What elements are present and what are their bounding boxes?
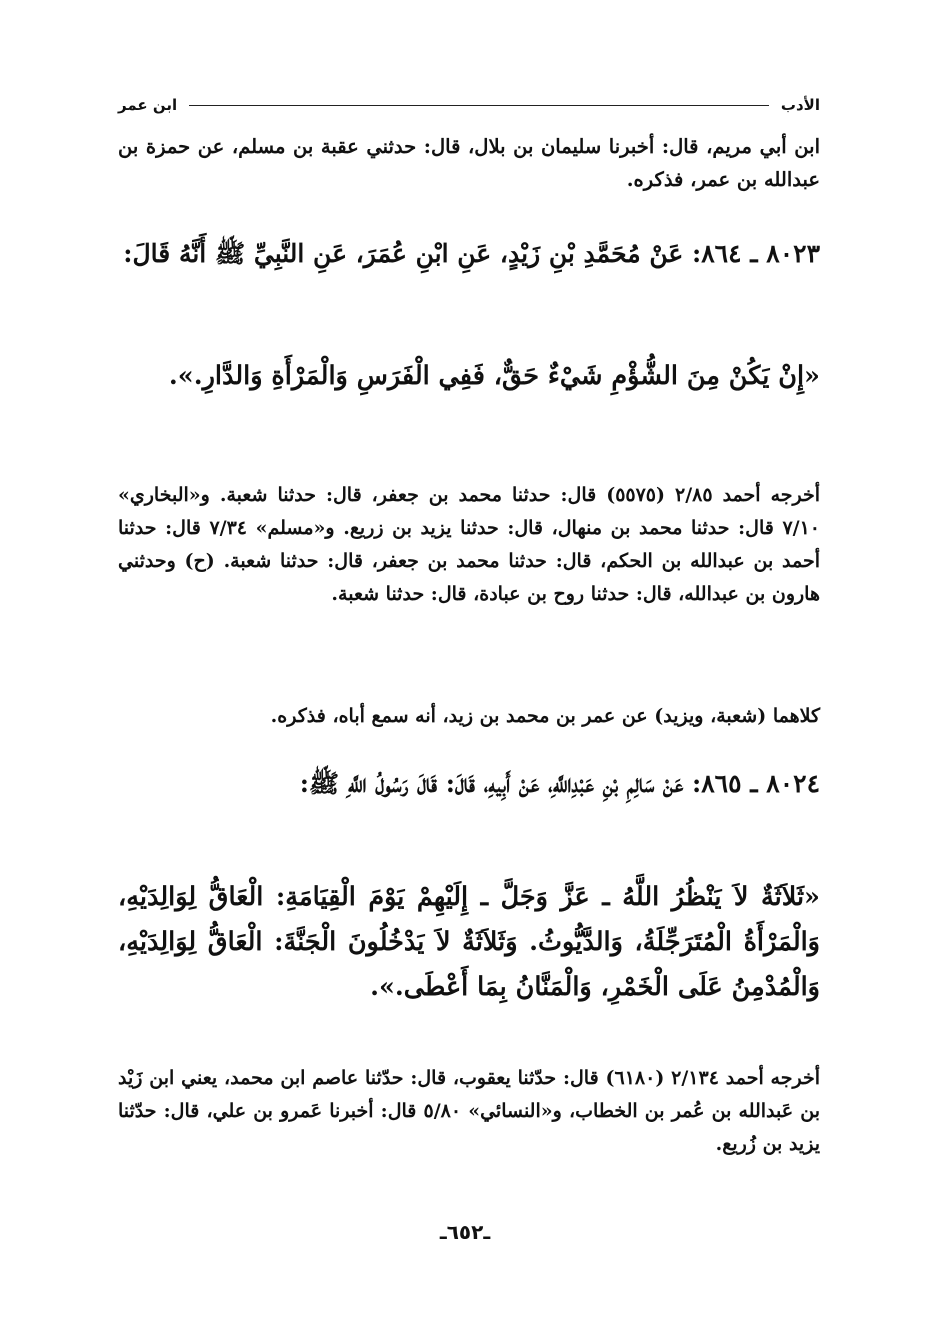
header-rule [189,105,769,106]
page-number: ـ٦٥٢ـ [439,1220,491,1244]
continuation-text: ابن أبي مريم، قال: أخبرنا سليمان بن بلال، قال: حدثني عقبة بن مسلم، عن حمزة بن عبدالله بن عمر، فذكره. [118,135,820,191]
hadith-8023-matn: «إِنْ يَكُنْ مِنَ الشُّؤْمِ شَيْءٌ حَقٌّ، فَفِي الْفَرَسِ وَالْمَرْأَةِ وَالدَّارِ.». [168,361,820,391]
takhrij-8023-note: كلاهما (شعبة، ويزيد) عن عمر بن محمد بن زيد، أنه سمع أباه، فذكره. [270,705,820,727]
hadith-8024-isnad: ٨٠٢٤ ـ ٨٦٥: عَنْ سَالِمِ بْنِ عَبْدِاللَّهِ، عَنْ أَبِيهِ، قَالَ: قَالَ رَسُولُ اللَّهِ ﷺ: [299,769,820,798]
header-chapter-title: الأدب [780,96,820,114]
header-narrator-title: ابن عمر [118,96,178,114]
page [118,92,821,1155]
takhrij-8023: أخرجه أحمد ٢/٨٥ (٥٥٧٥) قال: حدثنا محمد بن جعفر، قال: حدثنا شعبة. و«البخاري» ٧/١٠ قال: حدثنا محمد بن منهال، قال: حدثنا يزيد بن زريع. و«مسلم» ٧/٣٤ قال: حدثنا أحمد بن عبدالله بن الحكم، قال: حدثنا محمد بن جعفر، قال: حدثنا شعبة. (ح) وحدثني هارون بن عبدالله، قال: حدثنا روح بن عبادة، قال: حدثنا شعبة. [118,484,821,605]
hadith-8023-isnad: ٨٠٢٣ ـ ٨٦٤: عَنْ مُحَمَّدِ بْنِ زَيْدٍ، عَنِ ابْنِ عُمَرَ، عَنِ النَّبِيِّ ﷺ أَنَّهُ قَالَ: [123,239,820,268]
hadith-8024-matn: «ثَلاَثَةٌ لاَ يَنْظُرُ اللَّهُ ـ عَزَّ وَجَلَّ ـ إِلَيْهِمْ يَوْمَ الْقِيَامَةِ: الْعَاقُّ لِوَالِدَيْهِ، وَالْمَرْأَةُ الْمُتَرَجِّلَةُ، وَالدَّيُّوثُ. وَثَلاَثَةٌ لاَ يَدْخُلُونَ الْجَنَّةَ: الْعَاقُّ لِوَالِدَيْهِ، وَالْمُدْمِنُ عَلَى الْخَمْرِ، وَالْمَنَّانُ بِمَا أَعْطَى.». [118,882,820,1002]
takhrij-8024: أخرجه أحمد ٢/١٣٤ (٦١٨٠) قال: حدّثنا يعقوب، قال: حدّثنا عاصم ابن محمد، يعني ابن زَيْد بن عَبدالله بن عُمر بن الخطاب، و«النسائي» ٥/٨٠ قال: أخبرنا عَمرو بن علي، قال: حدّثنا يزيد بن زُريع. [118,1067,820,1155]
running-header [118,92,820,118]
